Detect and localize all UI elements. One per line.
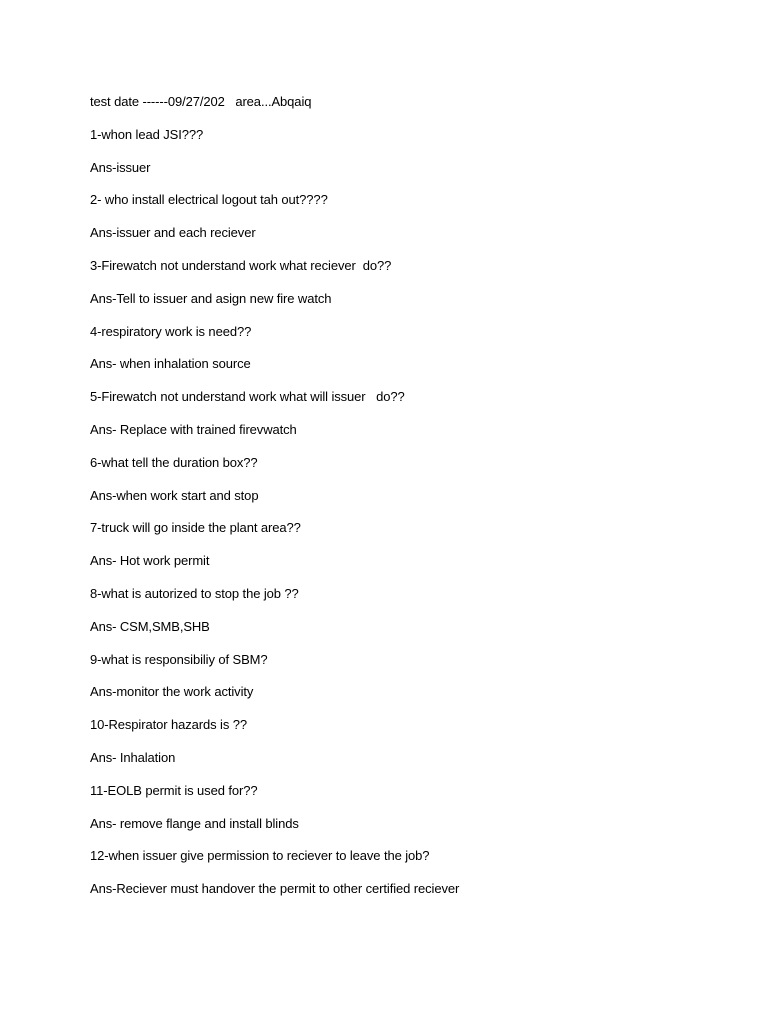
question-3: 3-Firewatch not understand work what reciever do?? — [90, 257, 392, 273]
answer-3: Ans-Tell to issuer and asign new fire watch — [90, 290, 332, 306]
answer-7: Ans- Hot work permit — [90, 553, 210, 569]
question-1: 1-whon lead JSI??? — [90, 126, 204, 142]
answer-1: Ans-issuer — [90, 159, 151, 175]
question-5: 5-Firewatch not understand work what will issuer do?? — [90, 389, 405, 405]
answer-6: Ans-when work start and stop — [90, 487, 259, 503]
question-4: 4-respiratory work is need?? — [90, 323, 252, 339]
question-6: 6-what tell the duration box?? — [90, 454, 258, 470]
question-9: 9-what is responsibiliy of SBM? — [90, 651, 268, 667]
question-8: 8-what is autorized to stop the job ?? — [90, 585, 299, 601]
question-7: 7-truck will go inside the plant area?? — [90, 520, 301, 536]
answer-4: Ans- when inhalation source — [90, 356, 251, 372]
answer-5: Ans- Replace with trained firevwatch — [90, 421, 297, 437]
header-line: test date ------09/27/202 area...Abqaiq — [90, 94, 312, 109]
answer-10: Ans- Inhalation — [90, 749, 176, 765]
question-10: 10-Respirator hazards is ?? — [90, 717, 247, 733]
answer-2: Ans-issuer and each reciever — [90, 225, 256, 241]
question-12: 12-when issuer give permission to reciever to leave the job? — [90, 848, 430, 864]
answer-12: Ans-Reciever must handover the permit to other certified reciever — [90, 881, 460, 897]
question-11: 11-EOLB permit is used for?? — [90, 782, 258, 798]
answer-8: Ans- CSM,SMB,SHB — [90, 618, 210, 634]
answer-11: Ans- remove flange and install blinds — [90, 815, 299, 831]
question-2: 2- who install electrical logout tah out???? — [90, 192, 328, 208]
document-body — [90, 92, 730, 912]
answer-9: Ans-monitor the work activity — [90, 684, 254, 700]
